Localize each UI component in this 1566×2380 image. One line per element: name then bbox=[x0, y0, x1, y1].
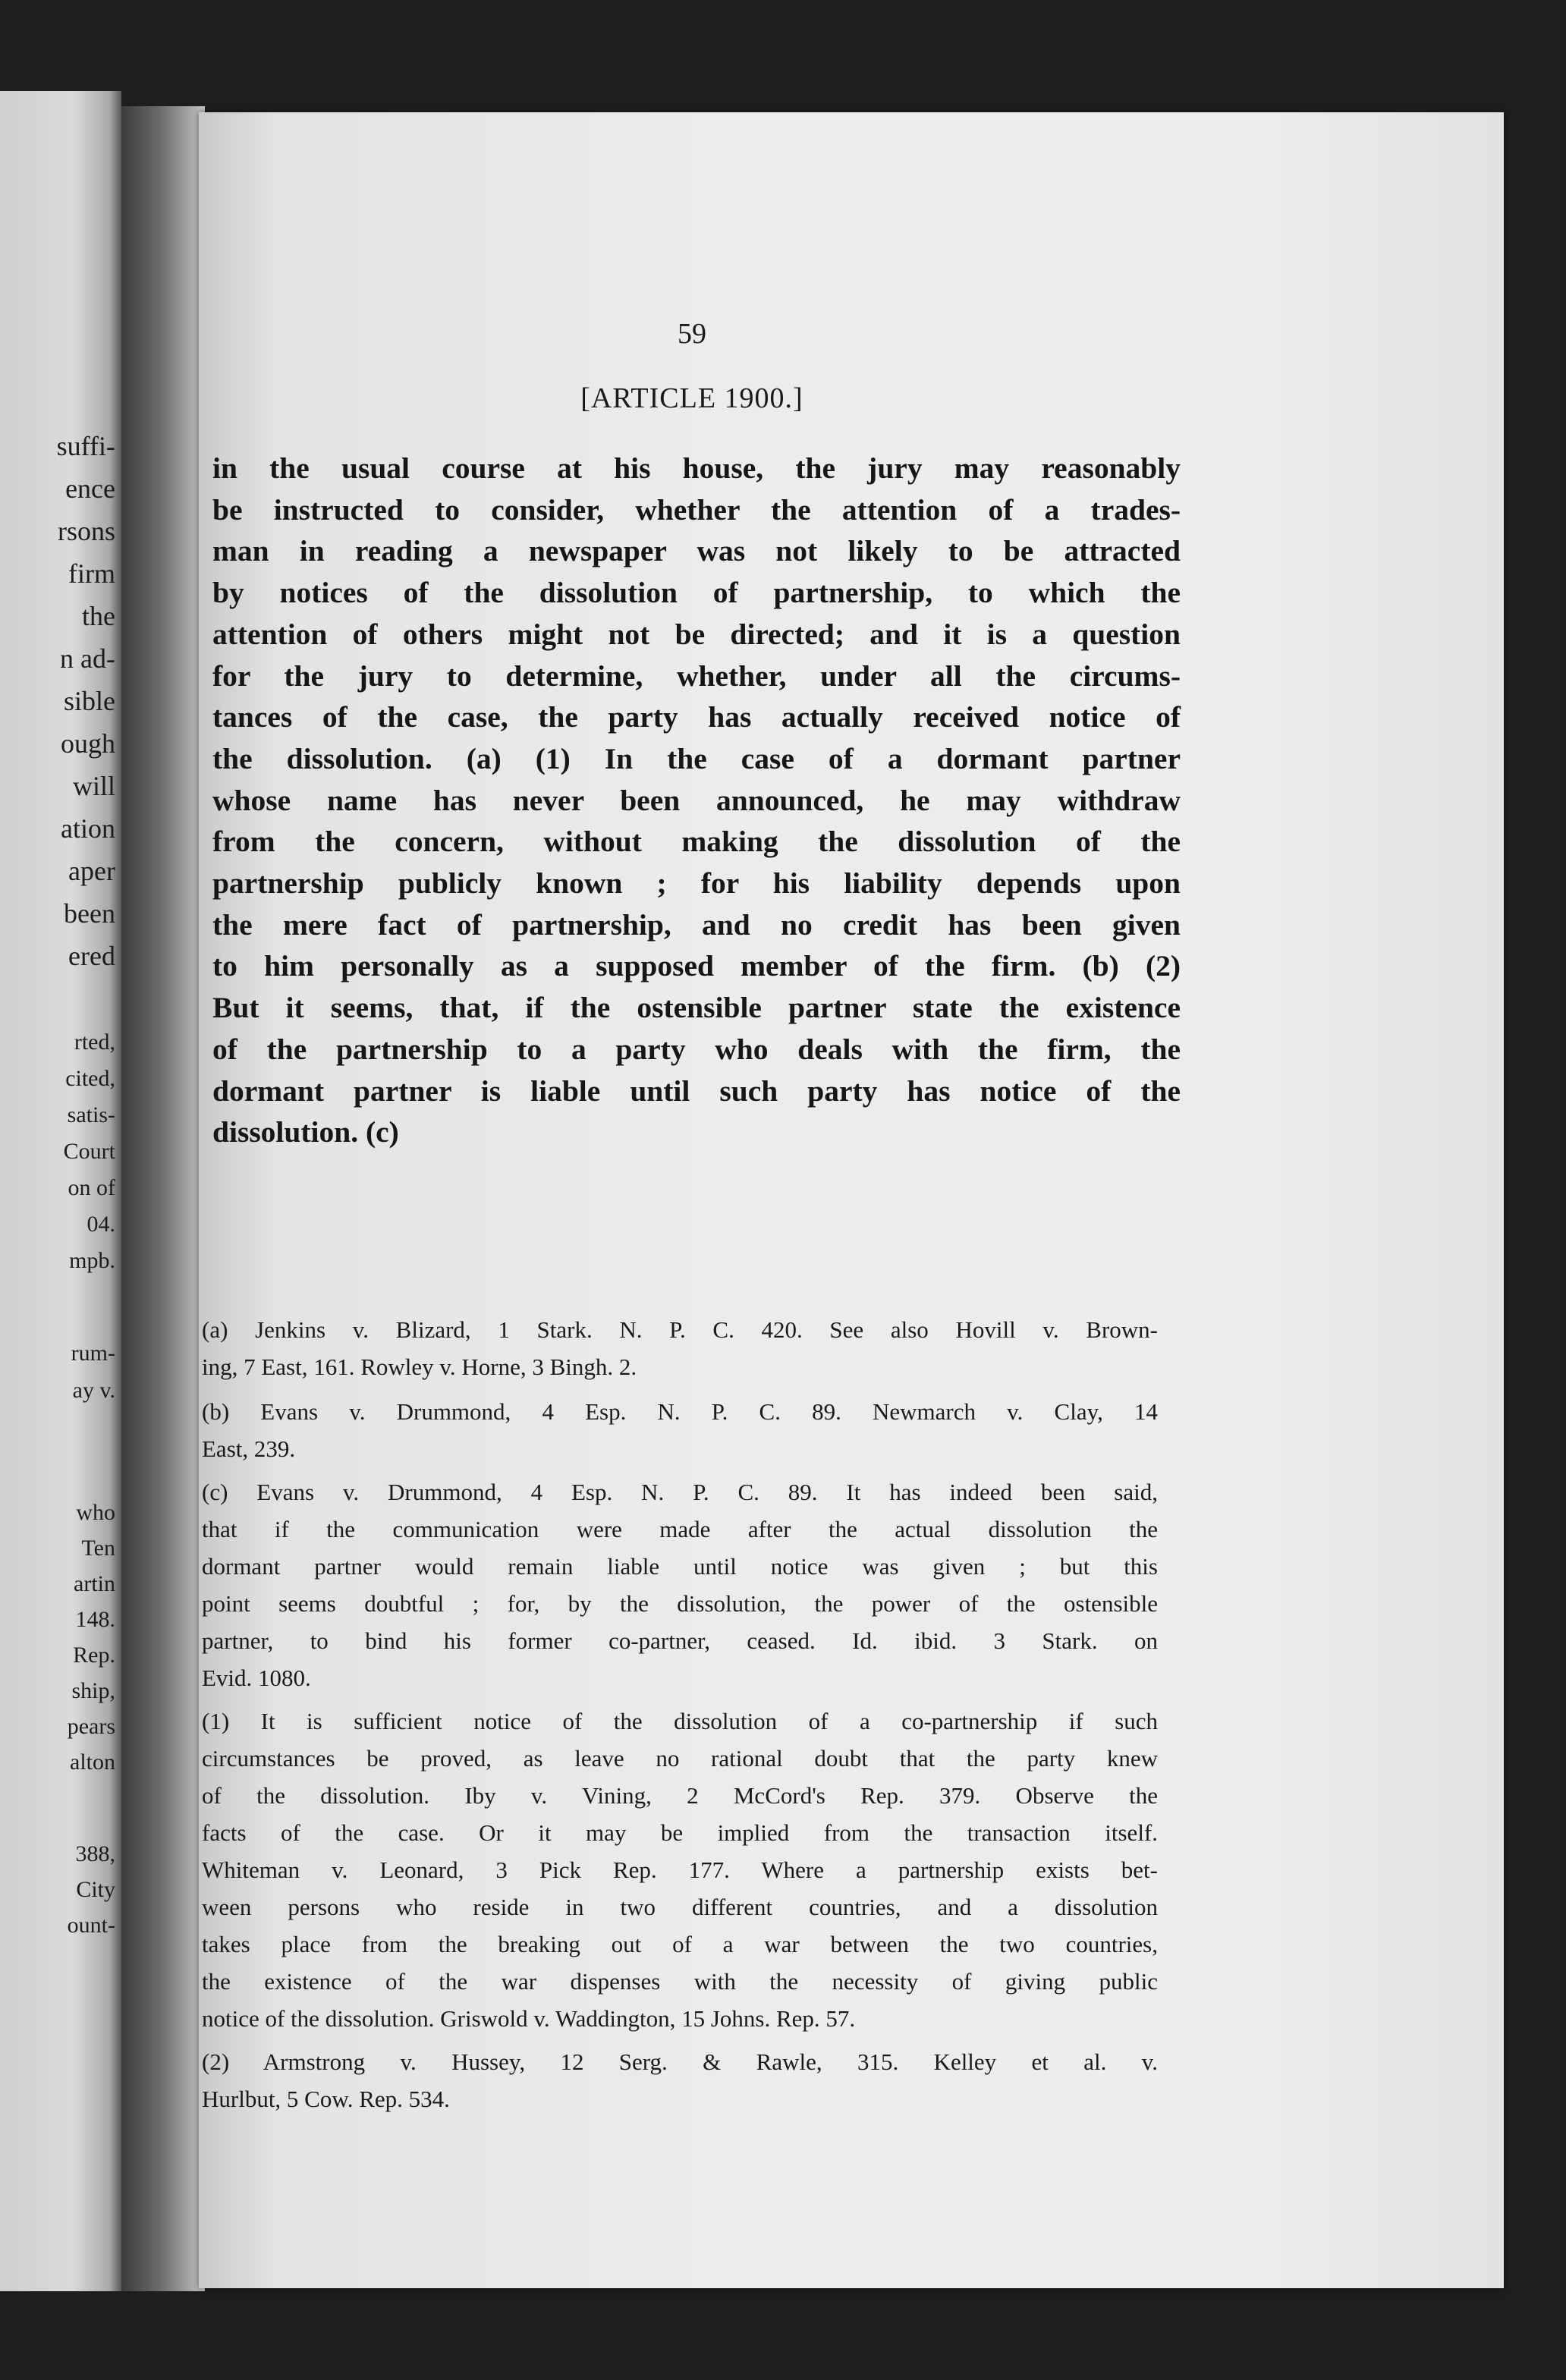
left-page-fragment-line: pears bbox=[67, 1714, 115, 1739]
left-page-fragment-line: ation bbox=[61, 813, 115, 844]
left-page-fragment-line: on of bbox=[68, 1175, 115, 1200]
body-line: partnership publicly known ; for his liability depends upon bbox=[212, 866, 1181, 901]
left-page-fragment-line: who bbox=[76, 1500, 115, 1525]
left-page-fragment-line: 04. bbox=[86, 1212, 115, 1237]
body-line: be instructed to consider, whether the attention of a trades- bbox=[212, 492, 1181, 527]
left-page-fragment-line: firm bbox=[68, 558, 115, 589]
footnote-1-line: (1) It is sufficient notice of the dissolution of a co-partnership if such bbox=[202, 1708, 1158, 1734]
body-line: from the concern, without making the dissolution of the bbox=[212, 825, 1181, 859]
footnote-2 bbox=[202, 2043, 1158, 2117]
left-page-fragment-line: sible bbox=[64, 686, 115, 716]
book-gutter bbox=[121, 106, 205, 2291]
left-page-fragment-line: ay v. bbox=[72, 1377, 115, 1403]
body-line: man in reading a newspaper was not likely to be attracted bbox=[212, 534, 1181, 568]
body-line: attention of others might not be directed; and it is a question bbox=[212, 617, 1181, 651]
left-page-text-block-2 bbox=[64, 1024, 115, 1279]
body-line: dissolution. (c) bbox=[212, 1115, 399, 1149]
footnote-c-line: dormant partner would remain liable until notice was given ; but this bbox=[202, 1553, 1158, 1580]
article-heading: [ARTICLE 1900.] bbox=[580, 382, 803, 414]
left-page-fragment-line: City bbox=[76, 1877, 115, 1902]
body-line: the mere fact of partnership, and no credit has been given bbox=[212, 907, 1181, 942]
body-line: by notices of the dissolution of partnership, to which the bbox=[212, 576, 1181, 610]
left-page-fragment-line: artin bbox=[74, 1571, 115, 1596]
left-page-fragment-line: rted, bbox=[74, 1030, 115, 1055]
body-line: tances of the case, the party has actually received notice of bbox=[212, 700, 1181, 734]
footnote-1-line: circumstances be proved, as leave no rational doubt that the party knew bbox=[202, 1745, 1158, 1772]
footnote-1-line: notice of the dissolution. Griswold v. Waddington, 15 Johns. Rep. 57. bbox=[202, 2005, 856, 2032]
footnote-a bbox=[202, 1311, 1158, 1385]
left-page-text-block-5 bbox=[68, 1836, 115, 1943]
footnote-c-line: point seems doubtful ; for, by the dissolution, the power of the ostensible bbox=[202, 1590, 1158, 1617]
footnote-1 bbox=[202, 1702, 1158, 2037]
left-page-fragment-line: 388, bbox=[75, 1841, 115, 1866]
left-page-fragment-line: 148. bbox=[75, 1607, 115, 1632]
book-page bbox=[199, 112, 1504, 2288]
footnote-1-line: Whiteman v. Leonard, 3 Pick Rep. 177. Where a partnership exists bet- bbox=[202, 1857, 1158, 1883]
left-page-text-block-4 bbox=[68, 1495, 115, 1780]
left-page-fragment-line: ered bbox=[68, 941, 115, 971]
footnote-1-line: of the dissolution. Iby v. Vining, 2 McCord's Rep. 379. Observe the bbox=[202, 1782, 1158, 1809]
body-line: But it seems, that, if the ostensible partner state the existence bbox=[212, 991, 1181, 1025]
left-page-fragment-line: cited, bbox=[65, 1066, 115, 1091]
left-page-fragment-line: Court bbox=[63, 1139, 115, 1164]
left-page-fragment-line: ence bbox=[65, 473, 115, 504]
left-page-fragment-line: satis- bbox=[67, 1102, 115, 1127]
footnote-1-line: facts of the case. Or it may be implied from the transaction itself. bbox=[202, 1819, 1158, 1846]
left-page-text-block-3 bbox=[71, 1335, 115, 1409]
footnote-c bbox=[202, 1473, 1158, 1696]
footnote-a-line: (a) Jenkins v. Blizard, 1 Stark. N. P. C. 420. See also Hovill v. Brown- bbox=[202, 1316, 1158, 1343]
body-line: for the jury to determine, whether, under all the circums- bbox=[212, 659, 1181, 693]
left-page-fragment-line: rsons bbox=[57, 516, 115, 546]
footnote-c-line: Evid. 1080. bbox=[202, 1665, 311, 1691]
footnotes bbox=[202, 1311, 1158, 2124]
footnote-1-line: ween persons who reside in two different countries, and a dissolution bbox=[202, 1894, 1158, 1920]
body-line: the dissolution. (a) (1) In the case of a dormant partner bbox=[212, 741, 1181, 775]
footnote-b-line: East, 239. bbox=[202, 1435, 296, 1462]
body-paragraph bbox=[212, 448, 1181, 1153]
left-page-text-block-1 bbox=[57, 425, 115, 977]
footnote-c-line: that if the communication were made after the actual dissolution the bbox=[202, 1516, 1158, 1542]
body-line: whose name has never been announced, he may withdraw bbox=[212, 783, 1181, 817]
left-page-fragment-line: will bbox=[72, 771, 115, 801]
left-page-fragment-line: ount- bbox=[67, 1913, 115, 1938]
left-page-fragment-line: Rep. bbox=[73, 1643, 115, 1668]
footnote-2-line: (2) Armstrong v. Hussey, 12 Serg. & Rawle, 315. Kelley et al. v. bbox=[202, 2048, 1158, 2075]
body-line: of the partnership to a party who deals with the firm, the bbox=[212, 1032, 1181, 1066]
body-line: dormant partner is liable until such party has notice of the bbox=[212, 1074, 1181, 1108]
left-page-fragment-line: aper bbox=[68, 856, 115, 886]
page-number: 59 bbox=[678, 318, 706, 350]
left-page-fragment-line: the bbox=[82, 601, 115, 631]
footnote-1-line: takes place from the breaking out of a war between the two countries, bbox=[202, 1931, 1158, 1957]
left-page-fragment-line: suffi- bbox=[56, 431, 115, 461]
body-line: to him personally as a supposed member of the firm. (b) (2) bbox=[212, 949, 1181, 983]
left-page-fragment-line: alton bbox=[70, 1750, 115, 1775]
left-page-fragment-line: ship, bbox=[71, 1678, 115, 1703]
left-page-fragment bbox=[0, 91, 121, 2291]
left-page-fragment-line: ough bbox=[61, 728, 115, 759]
footnote-a-line: ing, 7 East, 161. Rowley v. Horne, 3 Bingh. 2. bbox=[202, 1353, 637, 1380]
body-line: in the usual course at his house, the jury may reasonably bbox=[212, 451, 1181, 485]
footnote-b-line: (b) Evans v. Drummond, 4 Esp. N. P. C. 89. Newmarch v. Clay, 14 bbox=[202, 1398, 1158, 1425]
footnote-b bbox=[202, 1393, 1158, 1467]
footnote-c-line: (c) Evans v. Drummond, 4 Esp. N. P. C. 89. It has indeed been said, bbox=[202, 1479, 1158, 1505]
left-page-fragment-line: rum- bbox=[71, 1341, 115, 1366]
footnote-1-line: the existence of the war dispenses with the necessity of giving public bbox=[202, 1968, 1158, 1995]
left-page-fragment-line: mpb. bbox=[69, 1248, 115, 1273]
footnote-2-line: Hurlbut, 5 Cow. Rep. 534. bbox=[202, 2086, 450, 2112]
footnote-c-line: partner, to bind his former co-partner, ceased. Id. ibid. 3 Stark. on bbox=[202, 1627, 1158, 1654]
left-page-fragment-line: Ten bbox=[81, 1536, 115, 1561]
left-page-fragment-line: n ad- bbox=[60, 643, 115, 674]
left-page-fragment-line: been bbox=[64, 898, 115, 929]
